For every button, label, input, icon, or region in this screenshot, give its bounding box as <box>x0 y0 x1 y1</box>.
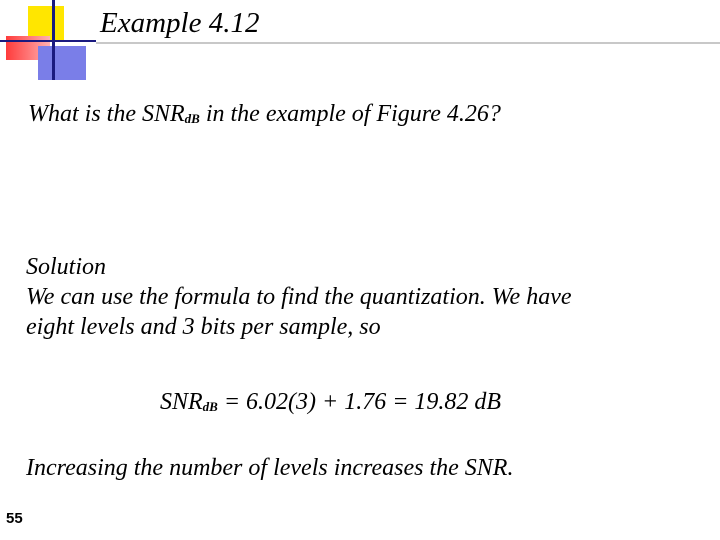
title-underline <box>96 42 720 44</box>
solution-line-1: We can use the formula to find the quantization. We have <box>26 284 572 310</box>
formula-subscript: dB <box>202 399 218 414</box>
formula-prefix: SNR <box>160 389 203 415</box>
solution-line-2: eight levels and 3 bits per sample, so <box>26 314 381 340</box>
page-number: 55 <box>6 510 23 527</box>
decoration-horizontal-line <box>0 40 96 42</box>
question-subscript: dB <box>184 111 200 126</box>
slide-title: Example 4.12 <box>100 7 260 39</box>
solution-block <box>26 252 572 342</box>
solution-heading: Solution <box>26 254 107 280</box>
conclusion-text: Increasing the number of levels increases the SNR. <box>26 455 514 481</box>
formula <box>160 386 501 423</box>
formula-suffix: = 6.02(3) + 1.76 = 19.82 dB <box>217 389 502 415</box>
question-text <box>28 98 501 135</box>
question-prefix: What is the SNR <box>28 101 185 127</box>
decoration-blue-square <box>38 46 86 80</box>
question-suffix: in the example of Figure 4.26? <box>199 101 501 127</box>
